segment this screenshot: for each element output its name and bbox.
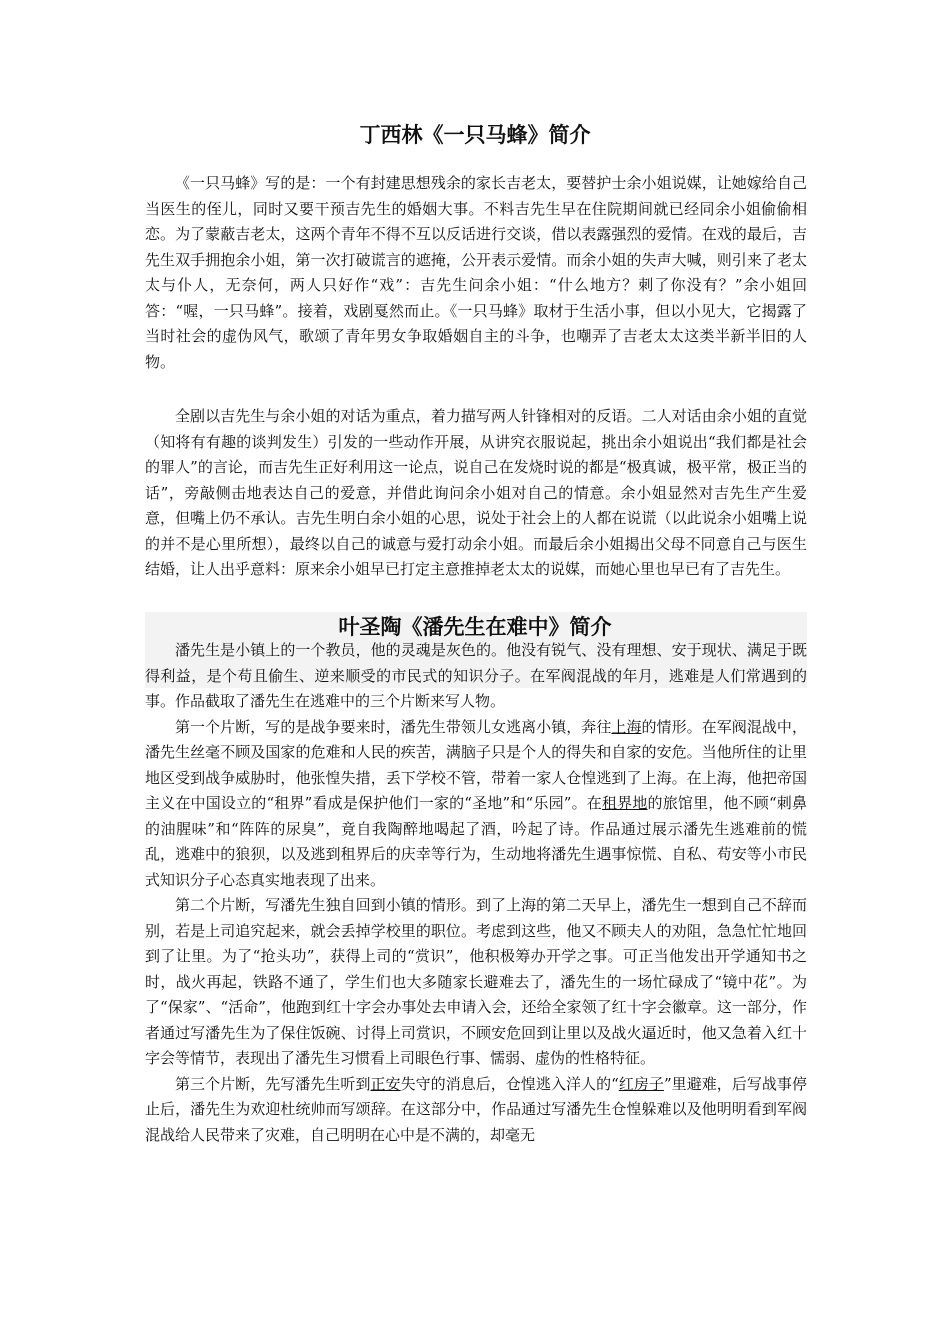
link-shanghai[interactable]: 上海	[611, 717, 642, 736]
text-run: 的旅馆里，他不顾“刺鼻的油腥味”和“阵阵的尿臭”，竟自我陶醉地喝起了酒，吟起了诗。作品通过展示潘先生逃难前的慌乱，逃难中的狼狈，以及逃到租界后的庆幸等行为，生动地将潘先生遇事惊慌、自私、苟安等小市民式知识分子心态真实地表现了出来。	[145, 794, 807, 889]
section2-body	[145, 638, 807, 1148]
text-run: 第一个片断，写的是战争要来时，潘先生带领儿女逃离小镇，奔往	[175, 717, 612, 736]
section2-fragment-1	[145, 715, 807, 894]
link-red-house[interactable]: 红房子	[618, 1074, 664, 1093]
text-run: 失守的消息后，仓惶逃入洋人的“	[400, 1074, 619, 1093]
text-run: 的情形。在军阀混战中，潘先生丝毫不顾及国家的危难和人民的疾苦，满脑子只是个人的得失和自家的安危。当他所住的让里地区受到战争威胁时，他张惶失措，丢下学校不管，带着一家人仓惶逃到了上海。在上海，他把帝国主义在中国设立的“租界”看成是保护他们一家的“圣地”和“乐园”。在	[145, 717, 807, 812]
section1-paragraph-2: 全剧以吉先生与余小姐的对话为重点，着力描写两人针锋相对的反语。二人对话由余小姐的直觉（知将有有趣的谈判发生）引发的一些动作开展，从讲究衣服说起，挑出余小姐说出“我们都是社会的罪人”的言论，而吉先生正好利用这一论点，说自己在发烧时说的都是“极真诚，极平常，极正当的话”，旁敲侧击地表达自己的爱意，并借此询问余小姐对自己的情意。余小姐显然对吉先生产生爱意，但嘴上仍不承认。吉先生明白余小姐的心思，说处于社会上的人都在说谎（以此说余小姐嘴上说的并不是心里所想），最终以自己的诚意与爱打动余小姐。而最后余小姐揭出父母不同意自己与医生结婚，让人出乎意料：原来余小姐早已打定主意推掉老太太的说媒，而她心里也早已有了吉先生。	[145, 407, 807, 578]
link-zhengan[interactable]: 正安	[370, 1074, 401, 1093]
section2-title: 叶圣陶《潘先生在难中》简介	[338, 615, 612, 639]
section2-intro: 潘先生是小镇上的一个教员，他的灵魂是灰色的。他没有锐气、没有理想、安于现状、满足于既得利益，是个苟且偷生、逆来顺受的市民式的知识分子。在军阀混战的年月，逃难是人们常遇到的事。作品截取了潘先生在逃难中的三个片断来写人物。	[145, 641, 807, 710]
section1-body	[145, 171, 807, 583]
section2-fragment-3	[145, 1072, 807, 1149]
section1-title: 丁西林《一只马蜂》简介	[359, 123, 591, 147]
link-concession[interactable]: 租界地	[601, 794, 648, 812]
text-run: ”里避难，后写战事停止后，潘先生为欢迎杜统帅而写颂辞。在这部分中，作品通过写潘先生仓惶躲难以及他明明看到军阀混战给人民带来了灾难，自己明明在心中是不满的，却毫无	[145, 1074, 807, 1144]
section2-fragment-2: 第二个片断，写潘先生独自回到小镇的情形。到了上海的第二天早上，潘先生一想到自己不辞而别，若是上司追究起来，就会丢掉学校里的职位。考虑到这些，他又不顾夫人的劝阻，急急忙忙地回到了让里。为了“抢头功”，获得上司的“赏识”，他积极筹办开学之事。可正当他发出开学通知书之时，战火再起，铁路不通了，学生们也大多随家长避难去了，潘先生的一场忙碌成了“镜中花”。为了“保家”、“活命”，他跑到红十字会办事处去申请入会，还给全家领了红十字会徽章。这一部分，作者通过写潘先生为了保住饭碗、讨得上司赏识，不顾安危回到让里以及战火逼近时，他又急着入红十字会等情节，表现出了潘先生习惯看上司眼色行事、懦弱、虚伪的性格特征。	[145, 896, 807, 1067]
text-run: 第三个片断，先写潘先生听到	[175, 1074, 371, 1093]
section1-paragraph-1: 《一只马蜂》写的是：一个有封建思想残余的家长吉老太，要替护士余小姐说媒，让她嫁给自己当医生的侄儿，同时又要干预吉先生的婚姻大事。不料吉先生早在住院期间就已经同余小姐偷偷相恋。为了蒙蔽吉老太，这两个青年不得不互以反话进行交谈，借以表露强烈的爱情。在戏的最后，吉先生双手拥抱余小姐，第一次打破谎言的遮掩，公开表示爱情。而余小姐的失声大喊，则引来了老太太与仆人，无奈何，两人只好作“戏”：吉先生问余小姐：“什么地方？刺了你没有？”余小姐回答：“喔，一只马蜂”。接着，戏剧戛然而止。《一只马蜂》取材于生活小事，但以小见大，它揭露了当时社会的虚伪风气，歌颂了青年男女争取婚姻自主的斗争，也嘲弄了吉老太太这类半新半旧的人物。	[145, 174, 807, 371]
